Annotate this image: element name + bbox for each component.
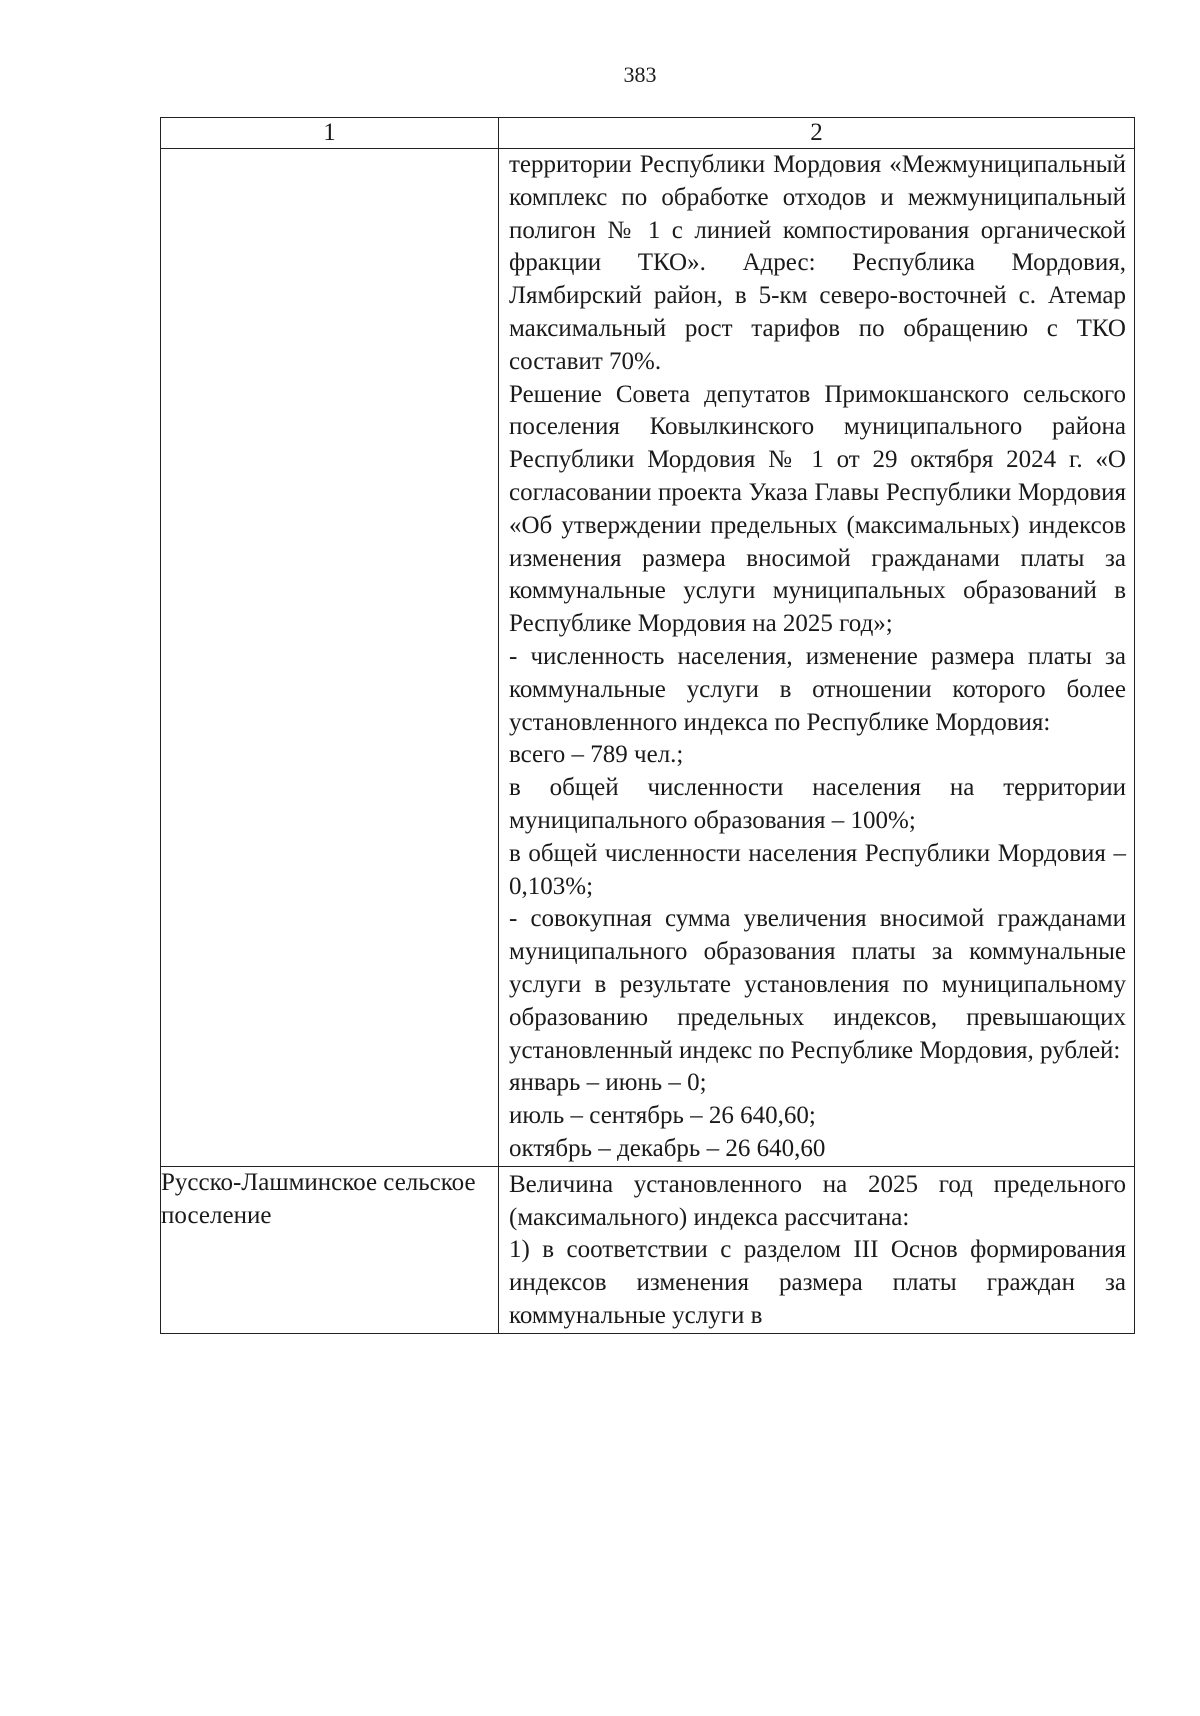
paragraph: январь – июнь – 0; [509,1069,707,1097]
table-row [161,149,1135,1167]
table-row [161,1166,1135,1333]
paragraph: июль – сентябрь – 26 640,60; [509,1102,816,1130]
row-1-col-2 [499,149,1135,1167]
table-header-row [161,118,1135,149]
document-table [160,117,1135,1334]
row-2-col-1: Русско-Лашминское сельское поселение [161,1166,499,1333]
row-2-col-2 [499,1166,1135,1333]
row-1-col-1 [161,149,499,1167]
paragraph: - численность населения, изменение размера платы за коммунальные услуги в отношении которого более установленного индекса по Республике Мордовия: [509,642,1126,736]
paragraph: - совокупная сумма увеличения вносимой гражданами муниципального образования платы за коммунальные услуги в результате установления по муниципальному образованию предельных индексов, превышающих установленный индекс по Республике Мордовия, рублей: [509,905,1126,1064]
paragraph: территории Республики Мордовия «Межмуниципальный комплекс по обработке отходов и межмуниципальный полигон № 1 с линией компостирования органической фракции ТКО». Адрес: Республика Мордовия, Лямбирский район, в 5-км северо-восточней с. Атемар максимальный рост тарифов по обращению с ТКО составит 70%. [509,151,1126,375]
paragraph: в общей численности населения на территории муниципального образования – 100%; [509,774,1126,834]
paragraph: 1) в соответствии с разделом III Основ формирования индексов изменения размера платы граждан за коммунальные услуги в [509,1236,1126,1329]
column-header-2: 2 [499,118,1135,149]
page-number: 383 [623,62,657,87]
paragraph: Величина установленного на 2025 год предельного (максимального) индекса рассчитана: [509,1170,1126,1231]
paragraph: октябрь – декабрь – 26 640,60 [509,1134,826,1162]
paragraph: Решение Совета депутатов Примокшанского сельского поселения Ковылкинского муниципального района Республики Мордовия № 1 от 29 октября 2024 г. «О согласовании проекта Указа Главы Республики Мордовия «Об утверждении предельных (максимальных) индексов изменения размера вносимой гражданами платы за коммунальные услуги муниципальных образований в Республике Мордовия на 2025 год»; [509,380,1126,638]
column-header-1: 1 [161,118,499,149]
paragraph: в общей численности населения Республики Мордовия – 0,103%; [509,839,1126,900]
paragraph: всего – 789 чел.; [509,741,684,769]
